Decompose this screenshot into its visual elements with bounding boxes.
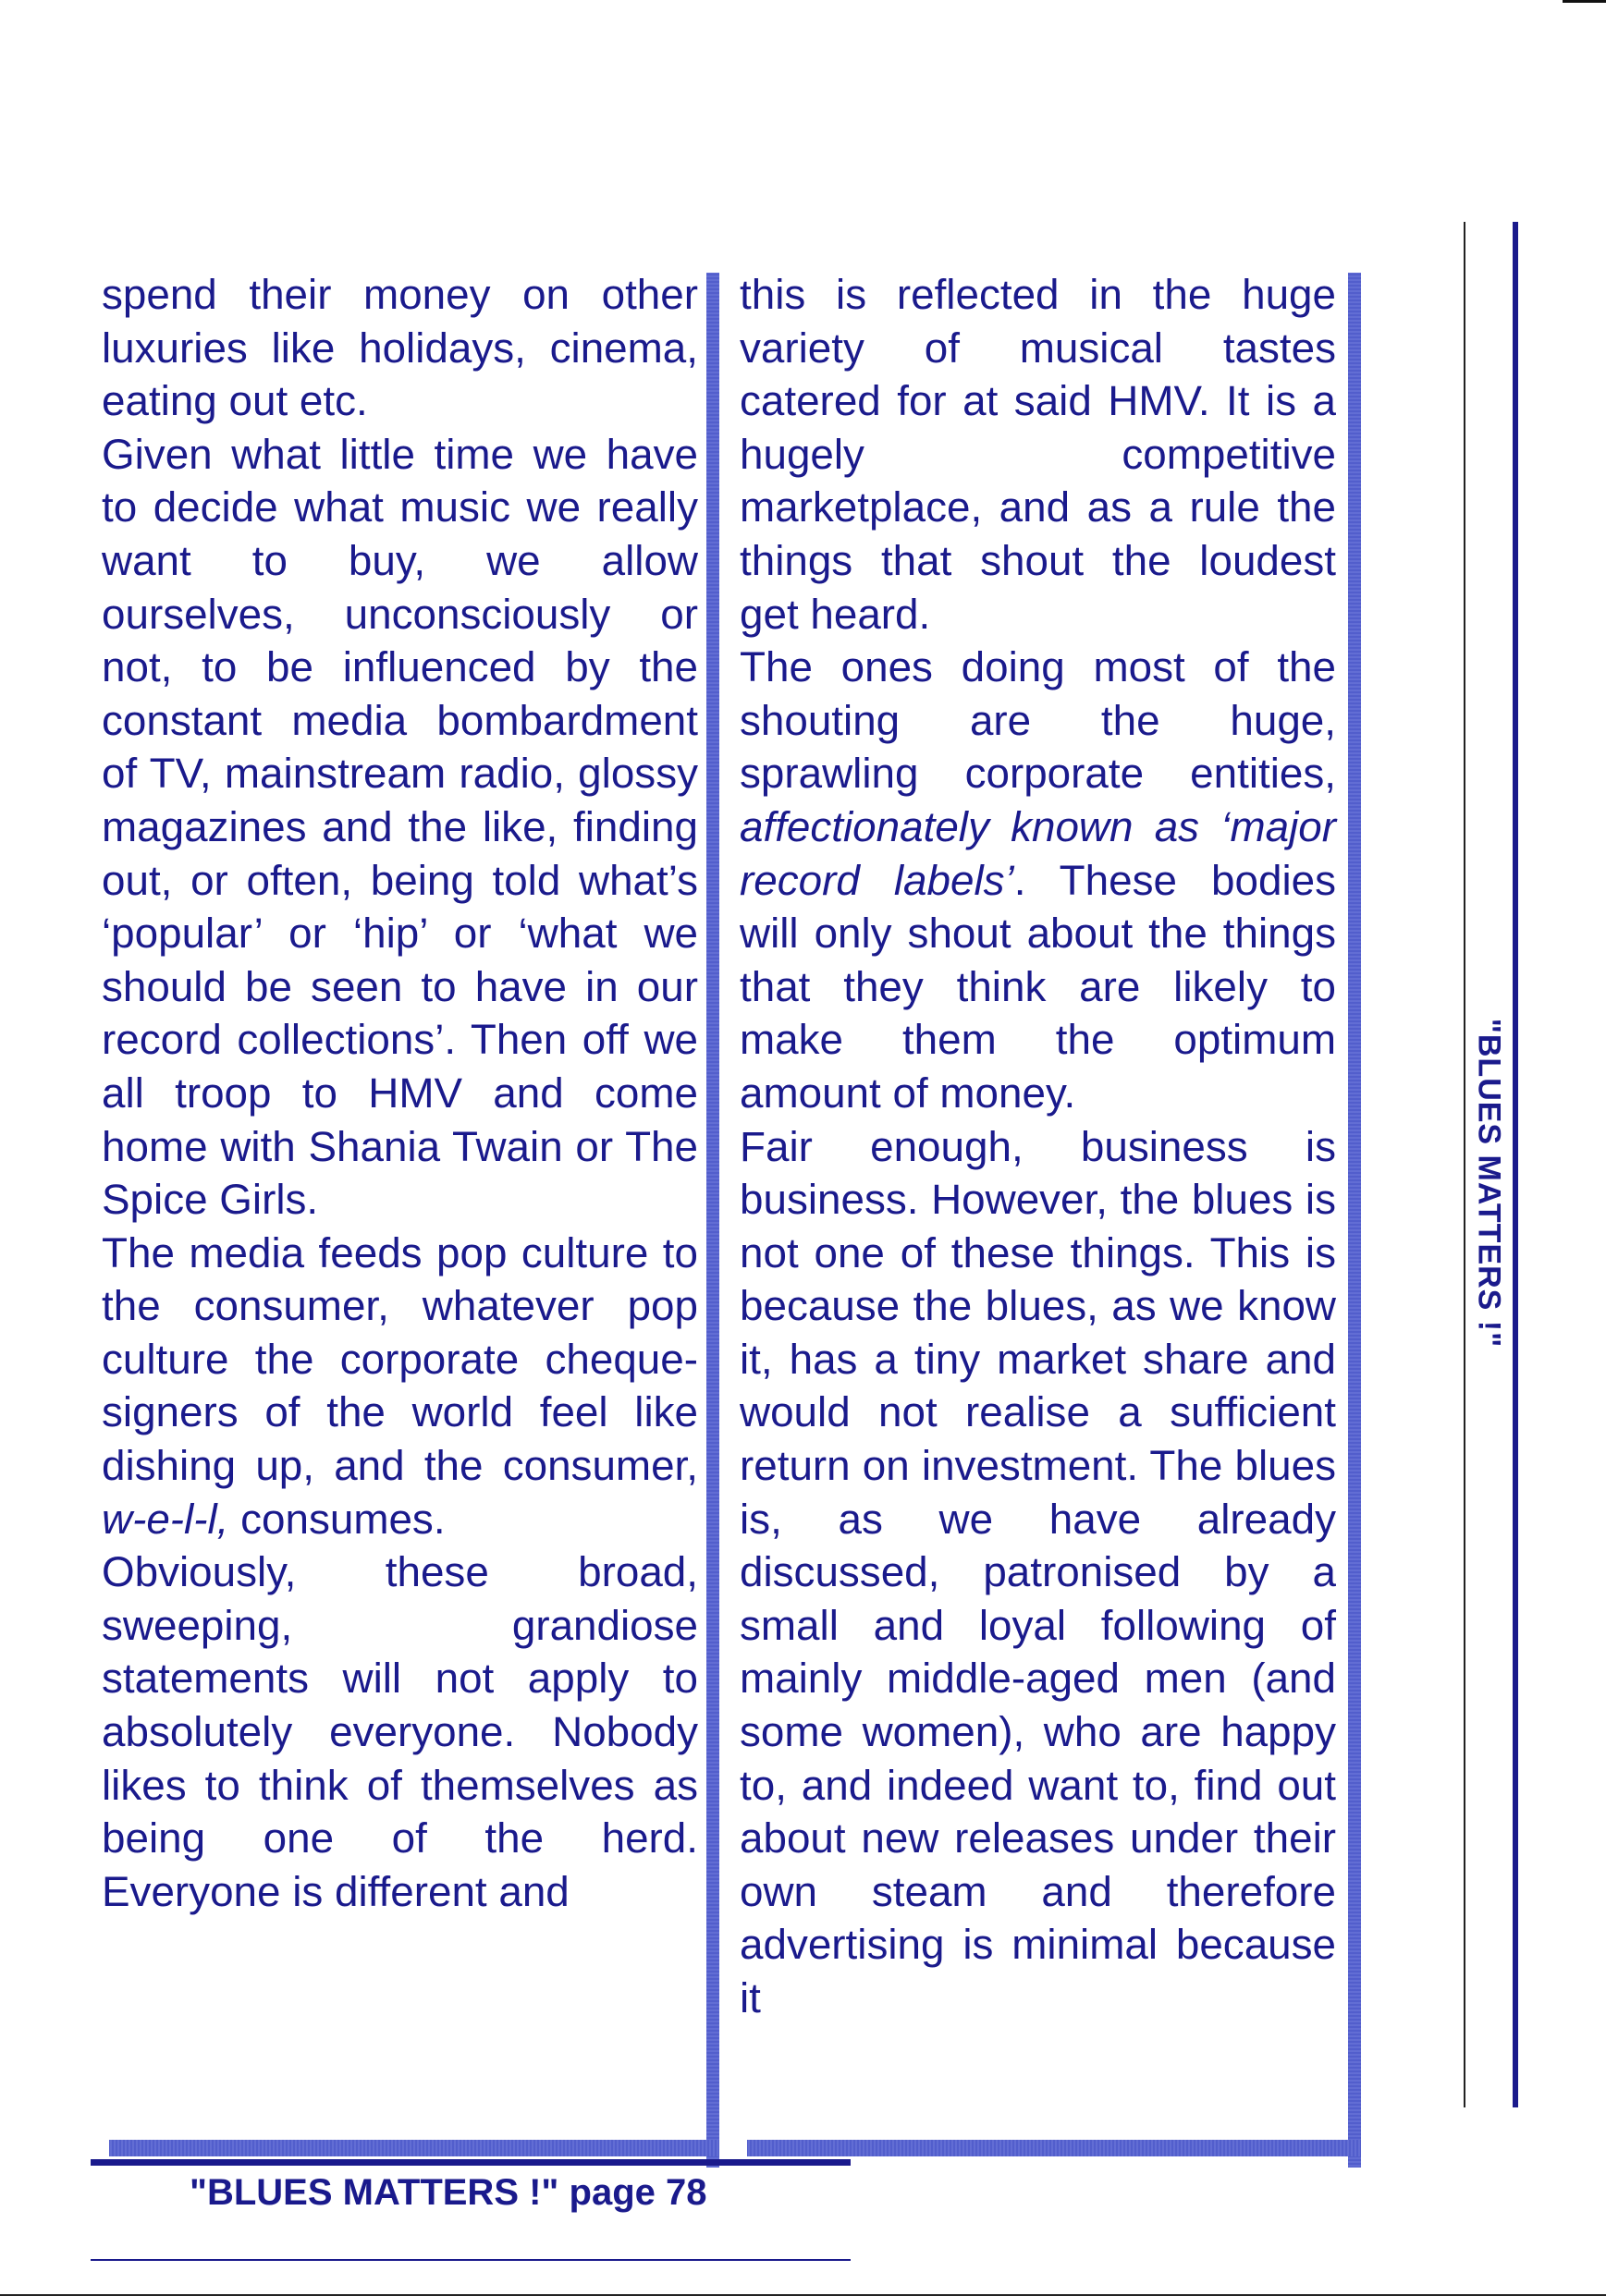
right-column-bottom-shadow bbox=[747, 2140, 1361, 2156]
right-paragraph-3: Fair enough, business is business. However, the blues is not one of these things. This is because the blues, as we know it, has a tiny market share and would not realise a sufficient return on investment. The blues is, as we have already discussed, patronised by a small and loyal following of mainly middle-aged men (and some women), who are happy to, and indeed want to, find out about new releases under their own steam and therefore advertising is minimal because it bbox=[740, 1122, 1336, 2021]
left-column-bottom-shadow bbox=[109, 2140, 719, 2156]
footer-top-rule bbox=[91, 2159, 851, 2166]
right-column-shadow-bar bbox=[1348, 273, 1361, 2168]
left-column-shadow-bar bbox=[706, 273, 719, 2168]
left-paragraph-2: Given what little time we have to decide what music we really want to buy, we allow ourselves, unconsciously or not, to be influenced by the constant media bombardment of TV, mainstream radio, glossy magazines and the like, finding out, or often, being told what’s ‘popular’ or ‘hip’ or ‘what we should be seen to have in our record collections’. Then off we all troop to HMV and come home with Shania Twain or The Spice Girls. bbox=[102, 430, 698, 1224]
side-thin-rule bbox=[1464, 222, 1465, 2107]
right-column bbox=[740, 268, 1336, 2025]
footer-bottom-rule bbox=[91, 2259, 851, 2261]
left-paragraph-3-text-a: The media feeds pop culture to the consumer, whatever pop culture the corporate cheque-signers of the world feel like dishing up, and the consumer, bbox=[102, 1228, 698, 1490]
right-paragraph-1: this is reflected in the huge variety of musical tastes catered for at said HMV. It is a hugely competitive marketplace, and as a rule the things that shout the loudest get heard. bbox=[740, 271, 1336, 638]
right-paragraph-2 bbox=[740, 641, 1336, 1119]
left-paragraph-1: spend their money on other luxuries like holidays, cinema, eating out etc. bbox=[102, 271, 698, 425]
footer-page-label: "BLUES MATTERS !" page 78 bbox=[190, 2172, 707, 2213]
side-title: "BLUES MATTERS !" bbox=[1471, 1018, 1507, 1349]
right-paragraph-2-text-b: . These bodies will only shout about the things that they think are likely to make them the optimum amount of money. bbox=[740, 856, 1336, 1117]
left-column bbox=[102, 268, 698, 1918]
left-paragraph-3 bbox=[102, 1227, 698, 1546]
side-thick-rule bbox=[1513, 222, 1518, 2107]
left-paragraph-3-emphasis: w-e-l-l, bbox=[102, 1495, 229, 1543]
left-paragraph-3-text-b: consumes. bbox=[240, 1495, 446, 1543]
right-paragraph-2-text-a: The ones doing most of the shouting are the huge, sprawling corporate entities, bbox=[740, 643, 1336, 798]
top-rule bbox=[1563, 0, 1606, 3]
right-paragraph-2-emphasis: affectionately known as ‘major record labels’ bbox=[740, 802, 1336, 904]
left-paragraph-4: Obviously, these broad, sweeping, grandiose statements will not apply to absolutely everyone. Nobody likes to think of themselves as being one of the herd. Everyone is different and bbox=[102, 1548, 698, 1915]
